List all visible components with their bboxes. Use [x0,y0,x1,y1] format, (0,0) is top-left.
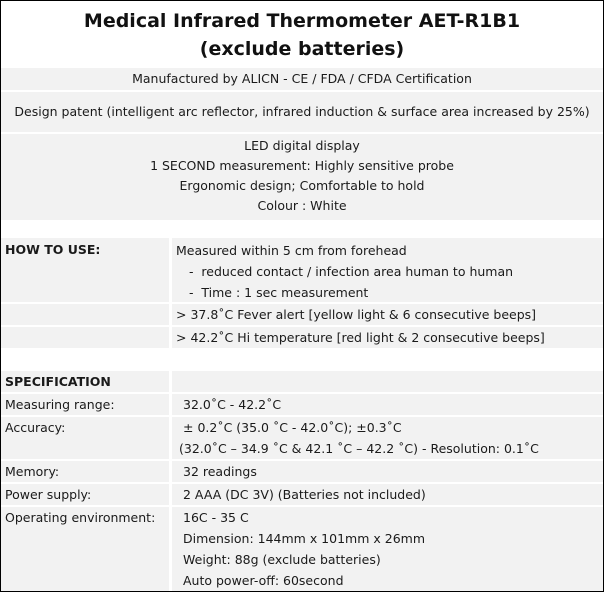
operating-environment-row [1,507,603,591]
feature-line: LED digital display [244,138,360,153]
fever-alert-cell [172,304,603,325]
power-supply-value-cell [172,484,603,505]
accuracy-value-2: (32.0˚C – 34.9 ˚C & 42.1 ˚C – 42.2 ˚C) - Resolution: 0.1˚C [179,441,539,456]
page-title [1,1,603,61]
feature-line: Colour : White [257,198,347,213]
how-to-use-line: - Time : 1 sec measurement [181,285,369,300]
operating-environment-value-cell [172,507,603,591]
specification-heading: SPECIFICATION [5,374,111,389]
how-to-use-label-cell [1,238,169,302]
hi-temp-row [1,327,603,348]
memory-value-cell [172,461,603,482]
hi-temp-cell [172,327,603,348]
how-to-use-line: Measured within 5 cm from forehead [176,243,407,258]
how-to-use-label: HOW TO USE: [5,242,101,257]
operating-environment-label: Operating environment: [5,510,156,525]
power-supply-label-cell [1,484,169,505]
how-to-use-row [1,238,603,302]
manufacturer-block [1,68,603,90]
hi-temp-text: > 42.2˚C Hi temperature [red light & 2 consecutive beeps] [176,330,545,345]
empty-value-cell [172,371,603,392]
measuring-range-label-cell [1,394,169,415]
memory-label-cell [1,461,169,482]
fever-alert-row [1,304,603,325]
operating-environment-label-cell [1,507,169,591]
manufacturer-text: Manufactured by ALICN - CE / FDA / CFDA Certification [132,71,472,86]
patent-block [1,92,603,132]
how-to-use-line: - reduced contact / infection area human to human [181,264,514,279]
how-to-use-value-cell [172,238,603,302]
measuring-range-label: Measuring range: [5,397,115,412]
accuracy-label-cell [1,417,169,459]
accuracy-label: Accuracy: [5,420,66,435]
empty-label-cell [1,327,169,348]
power-supply-value: 2 AAA (DC 3V) (Batteries not included) [183,487,426,502]
empty-label-cell [1,304,169,325]
environment-line: Weight: 88g (exclude batteries) [183,552,381,567]
fever-alert-text: > 37.8˚C Fever alert [yellow light & 6 consecutive beeps] [176,307,537,322]
environment-line: 16C - 35 C [183,510,249,525]
measuring-range-value-cell [172,394,603,415]
measuring-range-value: 32.0˚C - 42.2˚C [183,397,282,412]
title-line-2: (exclude batteries) [199,38,405,60]
environment-line: Dimension: 144mm x 101mm x 26mm [183,531,425,546]
patent-text: Design patent (intelligent arc reflector, infrared induction & surface area increased by 25%) [14,104,590,119]
memory-value: 32 readings [183,464,257,479]
accuracy-value-cell [172,417,603,459]
memory-row [1,461,603,482]
title-line-1: Medical Infrared Thermometer AET-R1B1 [83,10,521,32]
environment-line: Auto power-off: 60second [183,573,344,588]
specification-heading-row [1,371,603,392]
feature-line: Ergonomic design; Comfortable to hold [179,178,425,193]
specification-heading-cell [1,371,169,392]
power-supply-label: Power supply: [5,487,92,502]
feature-line: 1 SECOND measurement: Highly sensitive probe [150,158,454,173]
accuracy-value-1: ± 0.2˚C (35.0 ˚C - 42.0˚C); ±0.3˚C [183,420,402,435]
accuracy-row [1,417,603,459]
measuring-range-row [1,394,603,415]
features-block [1,134,603,220]
memory-label: Memory: [5,464,60,479]
power-supply-row [1,484,603,505]
